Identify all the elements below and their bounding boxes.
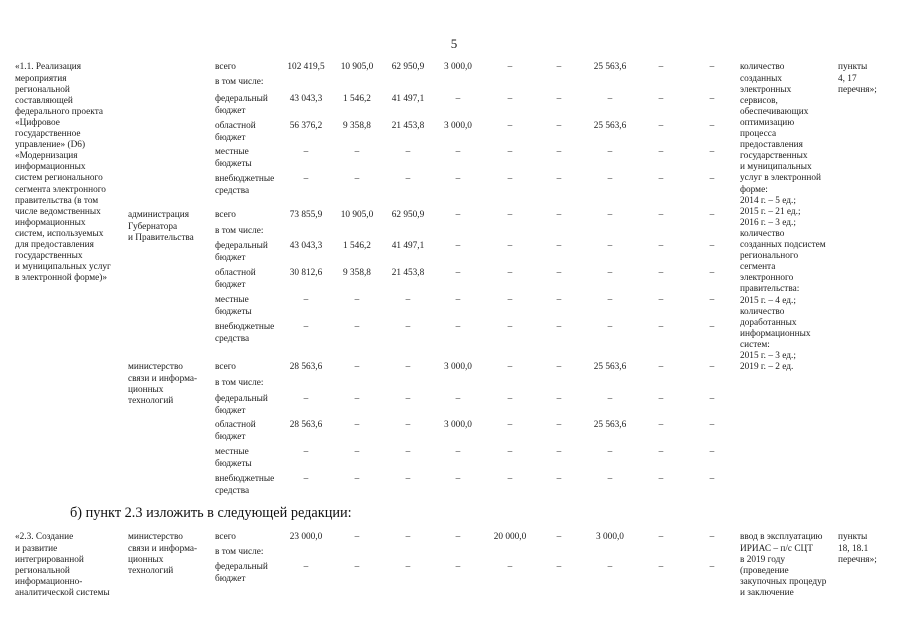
measure-description-line: числе ведомственных: [15, 206, 101, 217]
funding-value: –: [709, 174, 715, 185]
indicator-line: и заключение: [740, 587, 794, 598]
funding-value: –: [709, 62, 715, 73]
funding-value: –: [405, 474, 411, 485]
funding-value: –: [556, 174, 562, 185]
funding-value: –: [455, 562, 461, 573]
funding-value: –: [607, 562, 613, 573]
funding-value: –: [405, 447, 411, 458]
funding-value: –: [658, 174, 664, 185]
funding-value: –: [455, 532, 461, 543]
indicator-line: 2015 г. – 4 ед.;: [740, 295, 796, 306]
funding-source-label: внебюджетные: [215, 474, 275, 485]
indicator-line: (проведение: [740, 565, 789, 576]
measure-description-line: «1.1. Реализация: [15, 62, 82, 73]
funding-value: –: [658, 295, 664, 306]
funding-source-label: бюджеты: [215, 158, 252, 169]
indicator-line: информационных: [740, 328, 811, 339]
funding-value: 102 419,5: [287, 62, 325, 73]
funding-value: –: [507, 394, 513, 405]
funding-value: –: [709, 147, 715, 158]
funding-value: –: [354, 362, 360, 373]
indicator-line: форме:: [740, 184, 768, 195]
funding-source-label: в том числе:: [215, 226, 264, 237]
amendment-heading: б) пункт 2.3 изложить в следующей редакции:: [70, 505, 352, 521]
funding-source-label: в том числе:: [215, 547, 264, 558]
funding-value: –: [607, 147, 613, 158]
funding-value: –: [709, 94, 715, 105]
funding-value: –: [455, 322, 461, 333]
funding-value: –: [354, 295, 360, 306]
funding-value: –: [658, 268, 664, 279]
indicator-line: закупочных процедур: [740, 576, 827, 587]
reference-line: перечня»;: [838, 84, 877, 95]
executor-name-line: Губернатора: [128, 221, 178, 232]
measure-description-line: систем, используемых: [15, 228, 104, 239]
indicator-line: обеспечивающих: [740, 106, 809, 117]
measure-description-line: мероприятия: [15, 73, 67, 84]
funding-source-label: федеральный: [215, 94, 268, 105]
funding-value: –: [607, 268, 613, 279]
funding-source-label: всего: [215, 62, 236, 73]
funding-value: –: [455, 268, 461, 279]
funding-value: –: [303, 394, 309, 405]
funding-value: –: [556, 94, 562, 105]
funding-value: –: [405, 532, 411, 543]
funding-value: –: [658, 394, 664, 405]
measure-description-line: правительства (в том: [15, 195, 99, 206]
funding-value: –: [507, 420, 513, 431]
funding-value: 9 358,8: [343, 268, 371, 279]
indicator-line: предоставления: [740, 140, 803, 151]
funding-value: 3 000,0: [596, 532, 624, 543]
indicator-line: ИРИАС – п/с СЦТ: [740, 543, 813, 554]
funding-source-label: областной: [215, 268, 256, 279]
funding-value: –: [303, 322, 309, 333]
funding-value: 43 043,3: [289, 94, 323, 105]
funding-value: –: [303, 447, 309, 458]
funding-value: 62 950,9: [391, 210, 425, 221]
reference-line: 18, 18.1: [838, 543, 869, 554]
executor-name-line: связи и информа-: [128, 373, 198, 384]
funding-value: –: [658, 210, 664, 221]
funding-value: –: [354, 474, 360, 485]
funding-value: –: [507, 94, 513, 105]
funding-source-label: федеральный: [215, 562, 268, 573]
funding-source-label: внебюджетные: [215, 322, 275, 333]
funding-value: 3 000,0: [444, 121, 472, 132]
funding-value: –: [507, 268, 513, 279]
funding-value: –: [455, 147, 461, 158]
funding-value: –: [354, 562, 360, 573]
funding-source-label: областной: [215, 420, 256, 431]
funding-value: –: [507, 474, 513, 485]
funding-value: –: [556, 147, 562, 158]
funding-value: –: [709, 322, 715, 333]
funding-value: –: [556, 562, 562, 573]
funding-source-label: средства: [215, 333, 250, 344]
funding-value: –: [607, 94, 613, 105]
indicator-line: количество: [740, 306, 785, 317]
funding-source-label: местные: [215, 447, 249, 458]
indicator-line: созданных: [740, 73, 782, 84]
funding-source-label: средства: [215, 485, 250, 496]
funding-value: –: [303, 174, 309, 185]
funding-value: –: [354, 174, 360, 185]
funding-value: –: [303, 147, 309, 158]
funding-value: –: [658, 362, 664, 373]
funding-source-label: бюджеты: [215, 306, 252, 317]
funding-value: –: [303, 562, 309, 573]
funding-source-label: всего: [215, 210, 236, 221]
funding-value: 1 546,2: [343, 241, 371, 252]
funding-value: 25 563,6: [593, 62, 627, 73]
indicator-line: количество: [740, 62, 785, 73]
funding-source-label: бюджет: [215, 252, 246, 263]
funding-value: –: [658, 562, 664, 573]
funding-value: 56 376,2: [289, 121, 323, 132]
indicator-line: 2015 г. – 3 ед.;: [740, 351, 796, 361]
funding-value: –: [507, 322, 513, 333]
funding-value: –: [507, 174, 513, 185]
funding-value: –: [607, 210, 613, 221]
funding-value: 1 546,2: [343, 94, 371, 105]
funding-value: –: [556, 295, 562, 306]
funding-value: –: [405, 295, 411, 306]
funding-value: 10 905,0: [340, 210, 374, 221]
funding-value: –: [658, 147, 664, 158]
indicator-line: электронных: [740, 84, 792, 95]
funding-value: –: [405, 394, 411, 405]
measure-description-line: информационных: [15, 162, 86, 173]
funding-value: 3 000,0: [444, 62, 472, 73]
measure-description-line: составляющей: [15, 95, 73, 106]
funding-value: –: [455, 394, 461, 405]
executor-name-line: технологий: [128, 565, 174, 576]
reference-line: пункты: [838, 62, 868, 73]
funding-value: –: [455, 474, 461, 485]
funding-source-label: бюджет: [215, 279, 246, 290]
indicator-line: в 2019 году: [740, 554, 785, 565]
reference-line: 4, 17: [838, 73, 857, 84]
funding-value: –: [658, 241, 664, 252]
measure-description-line: «Цифровое: [15, 117, 60, 128]
funding-value: –: [607, 174, 613, 185]
measure-description-line: «Модернизация: [15, 151, 78, 162]
funding-value: –: [455, 295, 461, 306]
funding-source-label: местные: [215, 295, 249, 306]
measure-description-line: федерального проекта: [15, 106, 104, 117]
funding-value: 3 000,0: [444, 362, 472, 373]
funding-value: –: [607, 241, 613, 252]
indicator-line: 2016 г. – 3 ед.;: [740, 217, 796, 228]
funding-value: –: [607, 474, 613, 485]
funding-source-label: бюджет: [215, 405, 246, 416]
funding-value: 20 000,0: [493, 532, 527, 543]
funding-value: –: [556, 394, 562, 405]
measure-description-line: и муниципальных услуг: [15, 262, 111, 273]
funding-value: –: [507, 210, 513, 221]
measure-description-line: интегрированной: [15, 554, 84, 565]
funding-source-label: бюджет: [215, 105, 246, 116]
funding-value: 28 563,6: [289, 362, 323, 373]
funding-value: –: [507, 241, 513, 252]
funding-value: –: [709, 241, 715, 252]
funding-value: –: [709, 562, 715, 573]
funding-value: –: [607, 447, 613, 458]
funding-value: 62 950,9: [391, 62, 425, 73]
indicator-line: сервисов,: [740, 95, 778, 106]
funding-value: –: [556, 241, 562, 252]
funding-value: –: [607, 295, 613, 306]
funding-value: –: [507, 447, 513, 458]
indicator-line: 2019 г. – 2 ед.: [740, 362, 794, 373]
indicator-line: услуг в электронной: [740, 173, 821, 184]
measure-description-line: и развитие: [15, 543, 58, 554]
funding-value: –: [507, 121, 513, 132]
funding-source-label: федеральный: [215, 241, 268, 252]
funding-source-label: средства: [215, 185, 250, 196]
funding-value: –: [354, 147, 360, 158]
funding-value: –: [507, 362, 513, 373]
funding-value: 30 812,6: [289, 268, 323, 279]
indicator-line: сегмента: [740, 262, 776, 273]
funding-value: –: [405, 322, 411, 333]
funding-value: 41 497,1: [391, 94, 425, 105]
funding-value: –: [607, 394, 613, 405]
executor-name-line: администрация: [128, 210, 189, 221]
funding-value: –: [556, 62, 562, 73]
funding-value: –: [354, 394, 360, 405]
measure-description-line: в электронной форме)»: [15, 273, 108, 284]
indicator-line: электронного: [740, 273, 794, 284]
funding-source-label: всего: [215, 532, 236, 543]
indicator-line: процесса: [740, 129, 777, 139]
indicator-line: 2014 г. – 5 ед.;: [740, 195, 796, 206]
measure-description-line: информационных: [15, 217, 86, 228]
funding-value: –: [455, 241, 461, 252]
indicator-line: регионального: [740, 251, 799, 262]
funding-value: –: [658, 532, 664, 543]
executor-name-line: связи и информа-: [128, 543, 198, 554]
funding-value: –: [354, 532, 360, 543]
funding-value: –: [709, 268, 715, 279]
funding-value: –: [507, 562, 513, 573]
funding-source-label: бюджет: [215, 573, 246, 584]
measure-description-line: «2.3. Создание: [15, 532, 74, 543]
funding-value: –: [354, 420, 360, 431]
funding-value: 25 563,6: [593, 362, 627, 373]
reference-line: пункты: [838, 532, 868, 543]
executor-name-line: ционных: [128, 554, 164, 565]
funding-value: –: [507, 295, 513, 306]
funding-value: –: [709, 420, 715, 431]
measure-description-line: региональной: [15, 84, 70, 95]
executor-name-line: ционных: [128, 384, 164, 395]
measure-description-line: государственное: [15, 129, 81, 139]
funding-value: 25 563,6: [593, 420, 627, 431]
funding-value: –: [709, 121, 715, 132]
indicator-line: 2015 г. – 21 ед.;: [740, 206, 801, 217]
indicator-line: созданных подсистем: [740, 240, 826, 250]
funding-value: –: [405, 362, 411, 373]
executor-name-line: технологий: [128, 395, 174, 406]
executor-name-line: и Правительства: [128, 232, 194, 243]
funding-value: –: [709, 394, 715, 405]
measure-description-line: для предоставления: [15, 240, 94, 250]
funding-value: –: [405, 562, 411, 573]
funding-value: –: [354, 447, 360, 458]
reference-line: перечня»;: [838, 554, 877, 565]
funding-source-label: в том числе:: [215, 378, 264, 389]
funding-source-label: в том числе:: [215, 77, 264, 88]
funding-value: –: [556, 447, 562, 458]
funding-value: 25 563,6: [593, 121, 627, 132]
funding-value: –: [658, 447, 664, 458]
funding-value: –: [709, 532, 715, 543]
funding-value: –: [658, 420, 664, 431]
indicator-line: систем:: [740, 339, 770, 350]
funding-source-label: внебюджетные: [215, 174, 275, 185]
funding-value: –: [556, 474, 562, 485]
funding-source-label: местные: [215, 147, 249, 158]
funding-value: –: [556, 121, 562, 132]
indicator-line: правительства:: [740, 284, 800, 295]
funding-source-label: областной: [215, 121, 256, 132]
funding-value: –: [658, 322, 664, 333]
executor-name-line: министерство: [128, 362, 183, 373]
measure-description-line: государственных: [15, 251, 83, 262]
funding-value: –: [303, 295, 309, 306]
funding-value: –: [709, 447, 715, 458]
funding-value: 3 000,0: [444, 420, 472, 431]
indicator-line: оптимизацию: [740, 117, 795, 128]
funding-value: –: [556, 532, 562, 543]
funding-value: –: [658, 94, 664, 105]
indicator-line: государственных: [740, 151, 808, 162]
funding-source-label: всего: [215, 362, 236, 373]
indicator-line: ввод в эксплуатацию: [740, 532, 823, 543]
measure-description-line: систем регионального: [15, 173, 103, 184]
funding-value: 21 453,8: [391, 121, 425, 132]
funding-value: 28 563,6: [289, 420, 323, 431]
funding-value: –: [607, 322, 613, 333]
measure-description-line: региональной: [15, 565, 70, 576]
funding-source-label: бюджет: [215, 431, 246, 442]
funding-value: 21 453,8: [391, 268, 425, 279]
measure-description-line: аналитической системы: [15, 587, 110, 598]
funding-value: 23 000,0: [289, 532, 323, 543]
funding-value: –: [556, 362, 562, 373]
funding-value: –: [709, 474, 715, 485]
measure-description-line: сегмента электронного: [15, 184, 106, 195]
funding-value: –: [556, 210, 562, 221]
funding-source-label: федеральный: [215, 394, 268, 405]
funding-value: –: [709, 210, 715, 221]
funding-value: –: [556, 420, 562, 431]
measure-description-line: управление» (D6): [15, 140, 86, 151]
funding-value: –: [455, 447, 461, 458]
page-number: 5: [450, 36, 458, 51]
funding-value: –: [455, 174, 461, 185]
funding-value: –: [658, 62, 664, 73]
funding-value: –: [556, 322, 562, 333]
funding-value: –: [405, 174, 411, 185]
funding-source-label: бюджеты: [215, 458, 252, 469]
indicator-line: и муниципальных: [740, 162, 812, 173]
funding-value: –: [658, 121, 664, 132]
funding-value: 41 497,1: [391, 241, 425, 252]
funding-value: 10 905,0: [340, 62, 374, 73]
measure-description-line: информационно-: [15, 576, 83, 587]
funding-value: –: [455, 210, 461, 221]
funding-value: –: [658, 474, 664, 485]
funding-value: –: [354, 322, 360, 333]
executor-name-line: министерство: [128, 532, 183, 543]
funding-value: –: [405, 420, 411, 431]
indicator-line: количество: [740, 228, 785, 239]
funding-value: –: [405, 147, 411, 158]
funding-value: –: [507, 62, 513, 73]
funding-value: –: [455, 94, 461, 105]
funding-value: 9 358,8: [343, 121, 371, 132]
funding-value: 43 043,3: [289, 241, 323, 252]
indicator-line: доработанных: [740, 317, 797, 328]
funding-value: –: [556, 268, 562, 279]
funding-source-label: бюджет: [215, 132, 246, 143]
funding-value: –: [709, 295, 715, 306]
funding-value: –: [709, 362, 715, 373]
funding-value: –: [507, 147, 513, 158]
funding-value: 73 855,9: [289, 210, 323, 221]
funding-value: –: [303, 474, 309, 485]
